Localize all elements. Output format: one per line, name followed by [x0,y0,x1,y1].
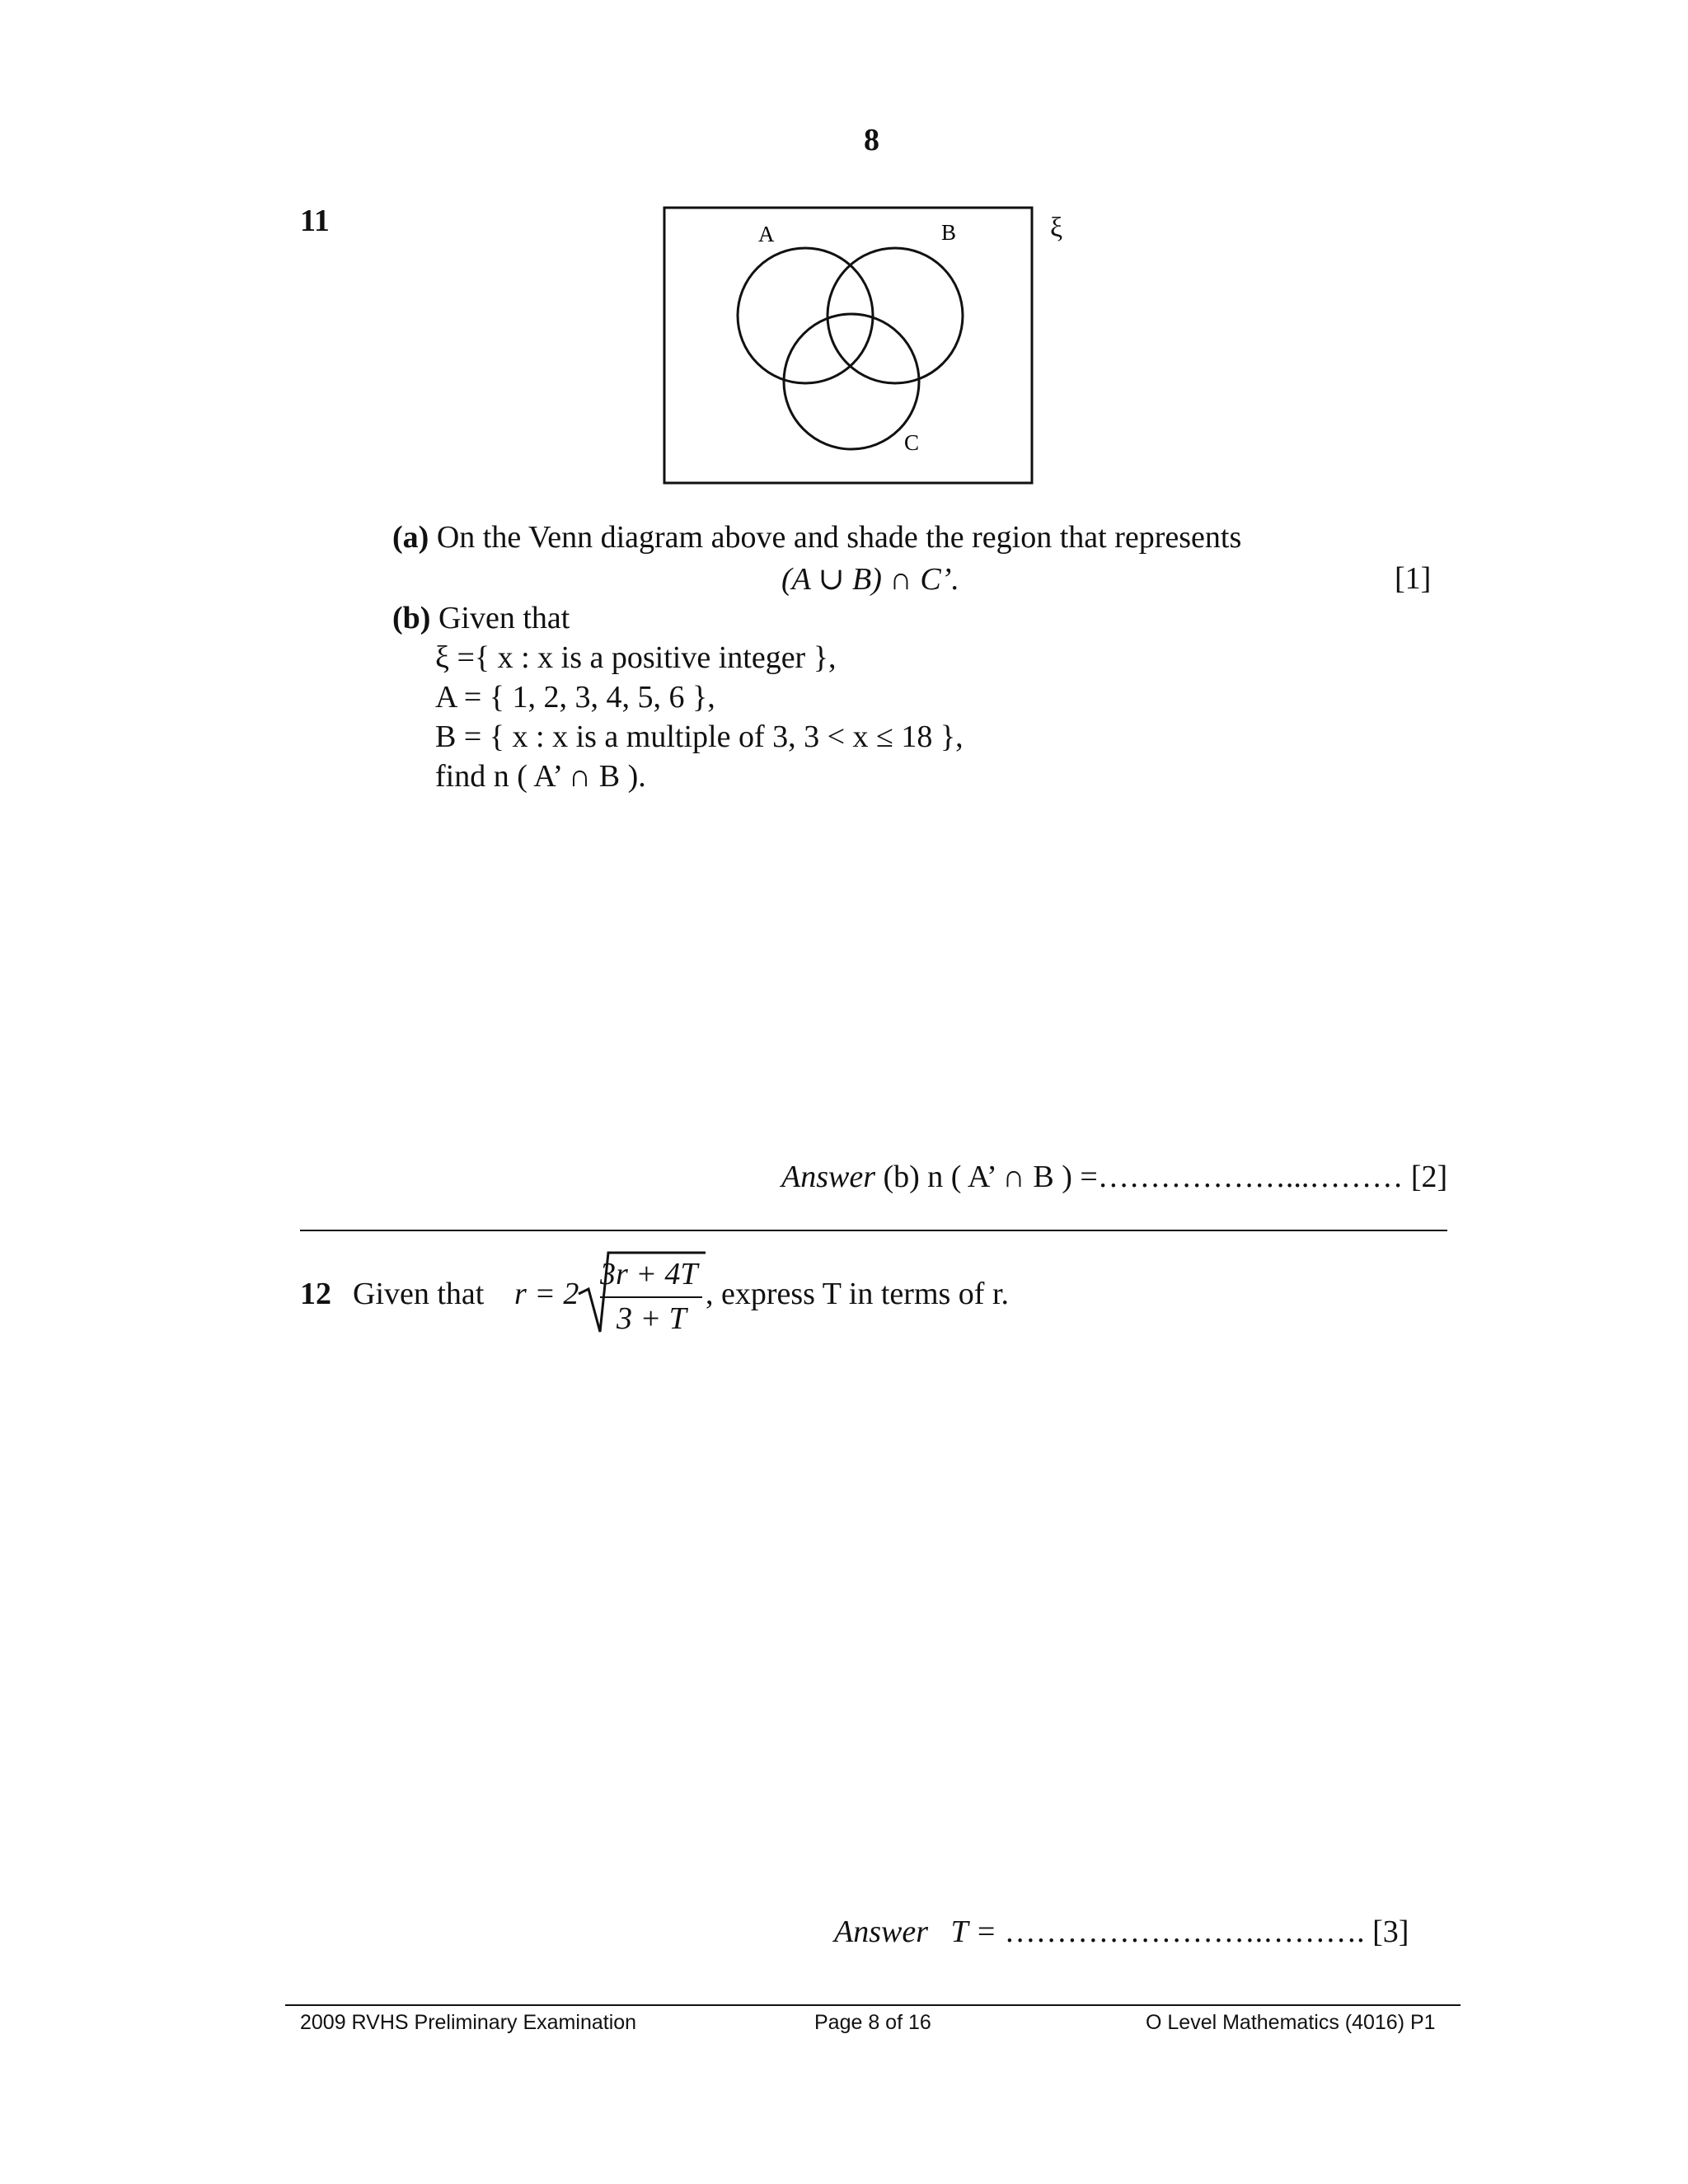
universal-set-box [664,208,1032,483]
part-b-set-a-def: A = { 1, 2, 3, 4, 5, 6 }, [435,680,715,715]
circle-c [784,314,919,449]
fraction-bar [600,1296,702,1298]
answer-11b-line [781,1159,1447,1195]
answer-11b-marks: [2] [1410,1160,1448,1194]
question-12-number: 12 [300,1277,331,1311]
answer-12-line [834,1914,1409,1950]
part-b-set-b-def: B = { x : x is a multiple of 3, 3 < x ≤ 18 }, [435,719,964,754]
answer-12-blank[interactable]: …………………….………. [1004,1915,1365,1949]
question-11-number: 11 [300,204,330,238]
circle-b [828,248,963,383]
footer-rule [285,2004,1461,2006]
formula-lhs: r = 2 [514,1277,579,1311]
answer-11b-label: Answer [781,1160,875,1194]
part-b-find: find n ( A’ ∩ B ). [435,759,646,794]
circle-a [738,248,873,383]
answer-12-marks: [3] [1372,1915,1409,1949]
answer-12-body: T = [950,1915,997,1949]
part-b-text: Given that [438,601,570,635]
footer-center: Page 8 of 16 [814,2011,931,2034]
fraction-numerator: 3r + 4T [600,1257,698,1291]
label-b: B [941,220,957,245]
answer-11b-blank[interactable]: ………………...……… [1097,1160,1404,1194]
part-a-tag: (a) [392,520,429,555]
part-b-universal-def: ξ ={ x : x is a positive integer }, [435,640,837,675]
separator-line [300,1230,1447,1231]
label-c: C [904,430,920,455]
part-a-text: On the Venn diagram above and shade the region that represents [436,520,1242,555]
answer-12-label: Answer [834,1915,928,1949]
footer-right: O Level Mathematics (4016) P1 [1146,2011,1436,2034]
question-12-intro: Given that [353,1277,485,1311]
venn-diagram [659,204,1047,489]
fraction-denominator: 3 + T [617,1301,687,1336]
part-b-line [392,600,570,636]
part-a-expression: (A ∪ B) ∩ C’. [781,562,959,597]
question-12-tail: , express T in terms of r. [706,1277,1009,1311]
universal-set-symbol: ξ [1050,213,1063,243]
part-b-tag: (b) [392,601,431,635]
answer-11b-body: (b) n ( A’ ∩ B ) = [883,1160,1098,1194]
part-a-marks: [1] [1395,561,1432,596]
label-a: A [758,222,775,246]
footer-left: 2009 RVHS Preliminary Examination [300,2011,637,2034]
page-number: 8 [864,123,879,157]
part-a-line [392,519,1241,555]
